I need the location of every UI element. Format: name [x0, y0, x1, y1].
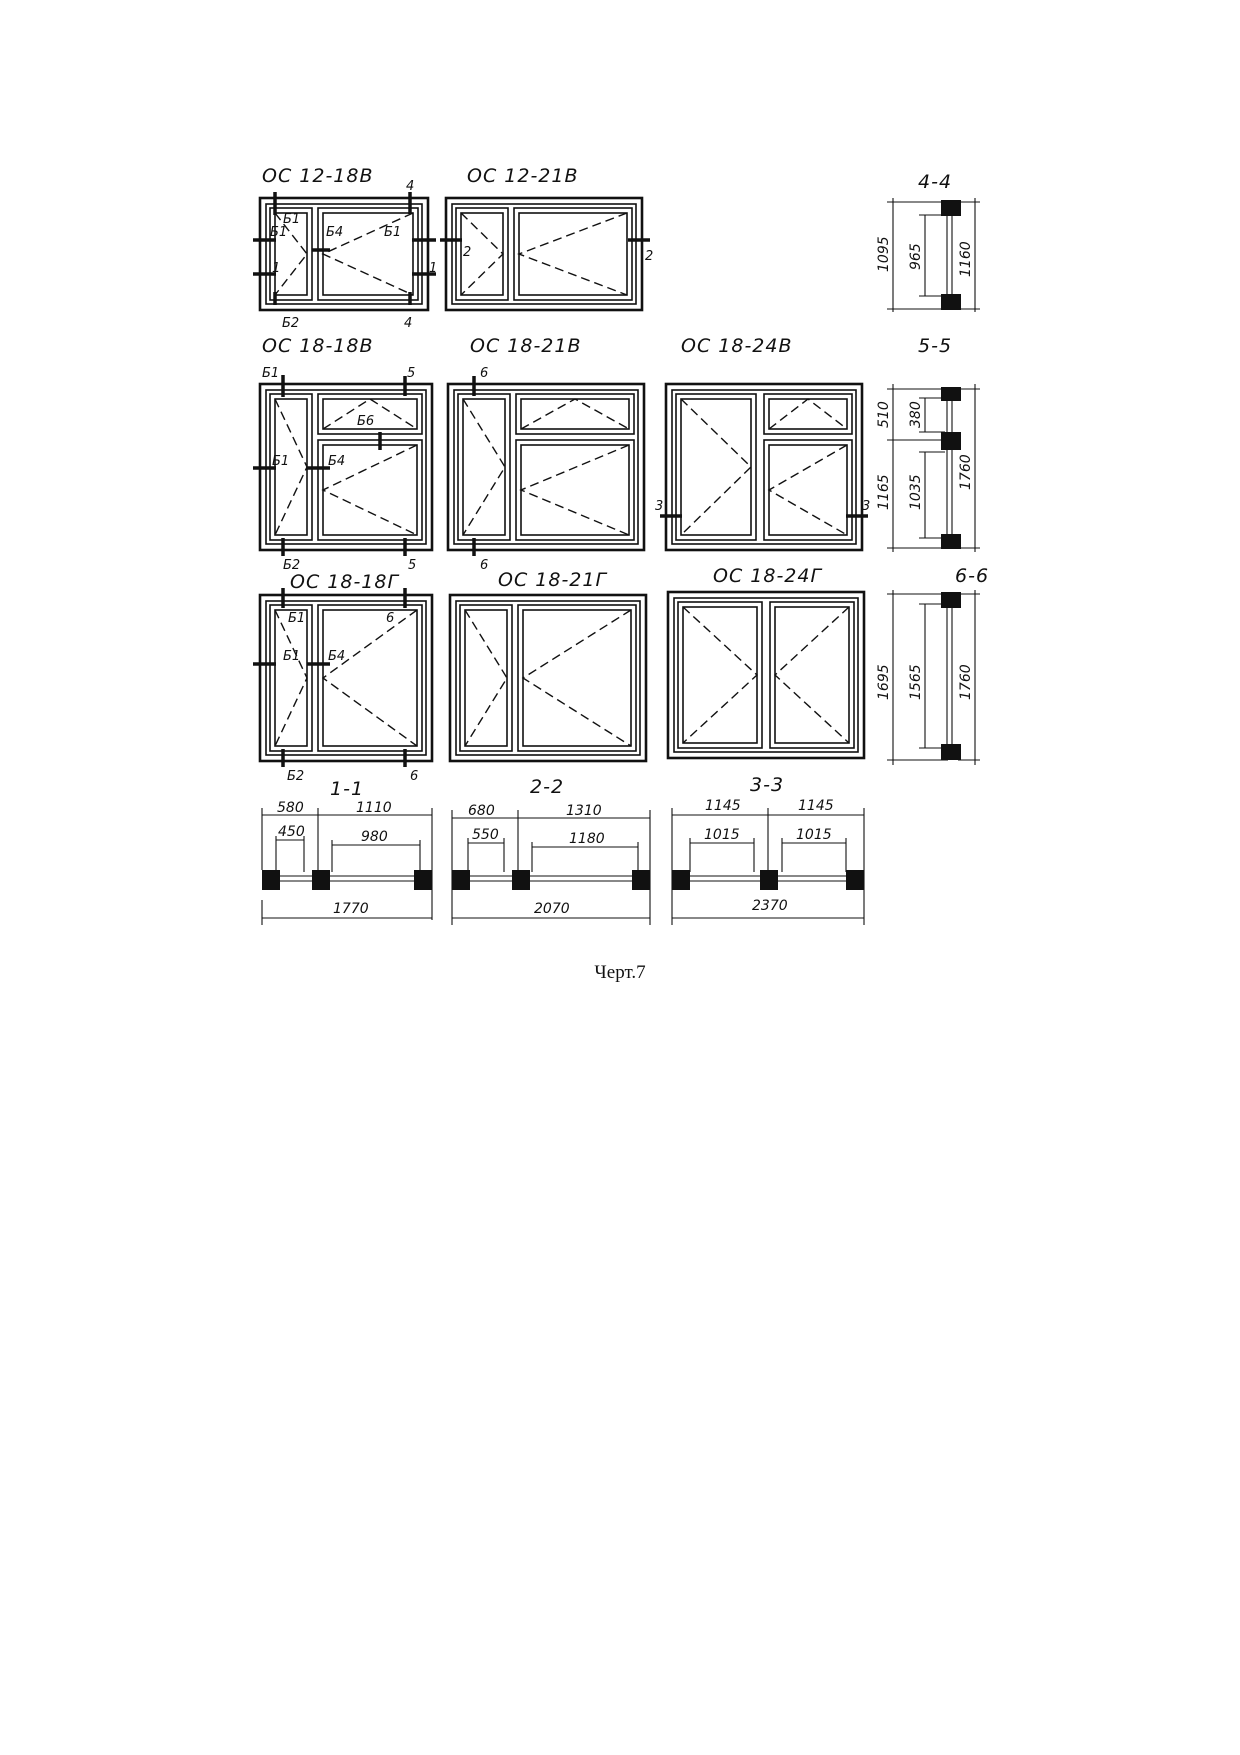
mark-b1: Б1 — [283, 212, 301, 227]
mark-b1: Б1 — [262, 366, 280, 381]
mark-4: 4 — [404, 316, 413, 331]
dimension: 1110 — [356, 800, 392, 816]
mark-6: 6 — [480, 558, 489, 573]
window-title: ОС 12-21В — [467, 165, 579, 187]
mark-3: 3 — [655, 499, 664, 514]
mark-b4: Б4 — [326, 225, 344, 240]
section-title: 2-2 — [530, 776, 565, 798]
mark-b4: Б4 — [328, 454, 346, 469]
dimension: 1015 — [796, 827, 832, 843]
mark-3: 3 — [862, 499, 871, 514]
dimension: 1165 — [876, 474, 892, 510]
dimension: 1145 — [798, 798, 834, 814]
dimension: 1095 — [876, 236, 892, 272]
dimension: 1160 — [958, 241, 974, 277]
dimension: 1565 — [908, 664, 924, 700]
figure-caption: Черт.7 — [594, 962, 646, 983]
window-os-18-21g — [450, 569, 646, 761]
mark-4: 4 — [406, 179, 415, 194]
mark-6: 6 — [410, 769, 419, 784]
section-title: 5-5 — [918, 335, 953, 357]
window-os-18-21v — [448, 335, 644, 573]
dimension: 1770 — [333, 901, 369, 917]
window-os-12-18v — [253, 165, 437, 331]
dimension: 510 — [876, 401, 892, 428]
window-title: ОС 18-21В — [470, 335, 582, 357]
dimension: 965 — [908, 243, 924, 270]
window-title: ОС 18-18Г — [290, 571, 400, 593]
mark-b2: Б2 — [282, 316, 300, 331]
window-os-18-18v — [253, 335, 432, 573]
dimension: 980 — [361, 829, 388, 845]
dimension: 1760 — [958, 454, 974, 490]
section-6-6 — [876, 565, 989, 765]
dimension: 580 — [277, 800, 304, 816]
dimension: 2370 — [752, 898, 788, 914]
dimension: 1035 — [908, 474, 924, 510]
mark-b1: Б1 — [283, 649, 301, 664]
section-title: 4-4 — [918, 171, 953, 193]
mark-b1: Б1 — [384, 225, 402, 240]
mark-2: 2 — [645, 249, 654, 264]
mark-b4: Б4 — [328, 649, 346, 664]
window-os-12-21v — [440, 165, 653, 310]
section-5-5 — [876, 335, 980, 552]
mark-5: 5 — [407, 366, 416, 381]
mark-b1: Б1 — [272, 454, 290, 469]
window-os-18-24g — [668, 565, 864, 758]
mark-b1: Б1 — [288, 611, 306, 626]
mark-b6: Б6 — [357, 414, 375, 429]
window-title: ОС 18-24В — [681, 335, 793, 357]
window-title: ОС 18-24Г — [713, 565, 823, 587]
section-1-1 — [262, 778, 432, 925]
dimension: 1180 — [569, 831, 605, 847]
mark-b2: Б2 — [287, 769, 305, 784]
dimension: 2070 — [534, 901, 570, 917]
window-title: ОС 18-18В — [262, 335, 374, 357]
mark-1: 1 — [272, 261, 281, 276]
mark-1: 1 — [429, 261, 438, 276]
section-title: 1-1 — [330, 778, 365, 800]
mark-6: 6 — [480, 366, 489, 381]
dimension: 1760 — [958, 664, 974, 700]
window-os-18-18g — [253, 571, 432, 784]
window-title: ОС 18-21Г — [498, 569, 608, 591]
dimension: 380 — [908, 401, 924, 428]
dimension: 1145 — [705, 798, 741, 814]
dimension: 1695 — [876, 664, 892, 700]
dimension: 550 — [472, 827, 499, 843]
window-title: ОС 12-18В — [262, 165, 374, 187]
window-os-18-24v — [655, 335, 870, 550]
section-title: 3-3 — [750, 774, 785, 796]
section-2-2 — [452, 776, 650, 925]
mark-b2: Б2 — [283, 558, 301, 573]
mark-6: 6 — [386, 611, 395, 626]
dimension: 680 — [468, 803, 495, 819]
mark-5: 5 — [408, 558, 417, 573]
section-4-4 — [876, 171, 980, 312]
mark-2: 2 — [463, 245, 472, 260]
section-3-3 — [672, 774, 864, 925]
dimension: 450 — [278, 824, 305, 840]
section-title: 6-6 — [955, 565, 990, 587]
mark-b1: Б1 — [270, 225, 288, 240]
dimension: 1015 — [704, 827, 740, 843]
dimension: 1310 — [566, 803, 602, 819]
